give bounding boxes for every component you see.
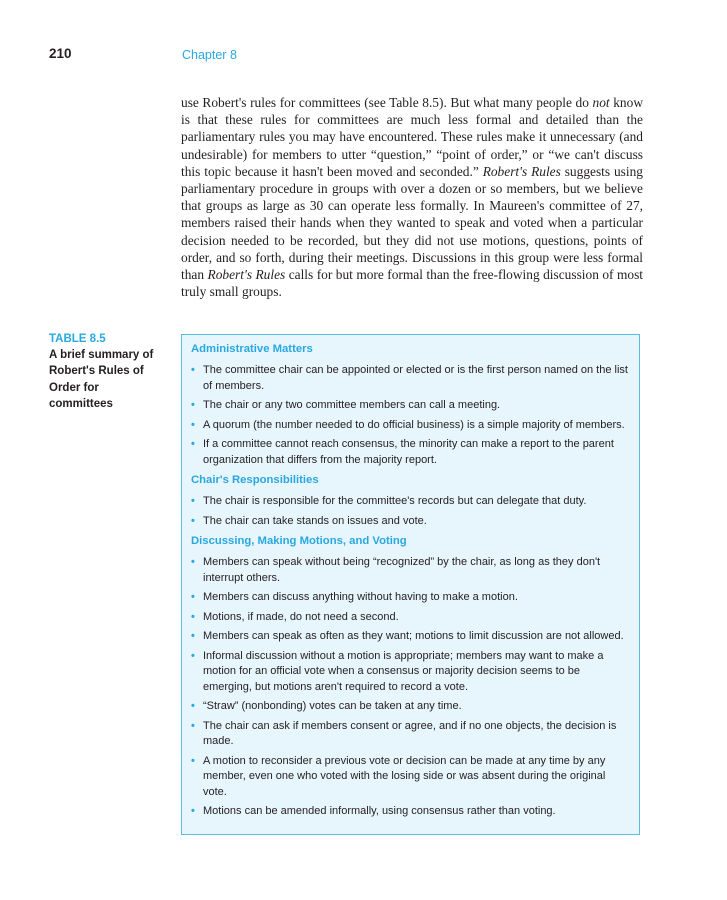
bullet-icon: •	[191, 700, 195, 712]
list-item-text: The committee chair can be appointed or elected or is the first person named on the list of members.	[203, 364, 628, 392]
section-heading: Administrative Matters	[191, 343, 313, 355]
list-item-text: If a committee cannot reach consensus, the minority can make a report to the parent organization that differs from the majority report.	[203, 438, 614, 466]
bullet-list	[191, 363, 631, 468]
page-number: 210	[49, 46, 72, 61]
list-item-text: The chair can ask if members consent or agree, and if no one objects, the decision is made.	[203, 719, 617, 747]
list-item-text: The chair or any two committee members can call a meeting.	[203, 399, 501, 411]
list-item	[191, 699, 631, 715]
list-item	[191, 514, 631, 530]
bullet-list	[191, 555, 631, 820]
bullet-icon: •	[191, 591, 195, 603]
list-item-text: Members can speak as often as they want; motions to limit discussion are not allowed.	[203, 630, 624, 642]
table-number: TABLE 8.5	[49, 333, 106, 345]
list-item	[191, 754, 631, 801]
table-title: A brief summary of Robert's Rules of Order for committees	[49, 349, 154, 410]
bullet-list	[191, 494, 631, 529]
table-section	[191, 343, 631, 468]
summary-table	[181, 334, 640, 835]
body-text-part2: know is that these rules for committees are much less formal and detailed than the parliamentary rules you may have encountered. These rules make it unnecessary (and undesirable) for members to utter “question,” “point of order,” or “we can't discuss this topic because it hasn't been moved and seconded.”	[181, 95, 643, 179]
list-item	[191, 494, 631, 510]
list-item-text: Informal discussion without a motion is appropriate; members may want to make a motion for an official vote when a consensus or majority decision seems to be emerging, but motions aren't required to record a vote.	[203, 649, 604, 693]
body-text-roberts-rules-title: Robert's Rules	[482, 163, 561, 179]
list-item	[191, 418, 631, 434]
list-item-text: “Straw” (nonbonding) votes can be taken at any time.	[203, 700, 462, 712]
bullet-icon: •	[191, 514, 195, 527]
body-text-part1: use Robert's rules for committees (see Table 8.5). But what many people do	[181, 95, 593, 110]
chapter-label: Chapter 8	[182, 48, 237, 62]
bullet-icon: •	[191, 438, 195, 450]
body-paragraph	[181, 94, 643, 300]
list-item	[191, 629, 631, 645]
body-text-part3: suggests using parliamentary procedure in groups with over a dozen or so members, but we believe that groups as large as 30 can operate less formally. In Maureen's committee of 27, members raised their hands when they wanted to speak and voted when a particular decision needed to be recorded, but they did not use motions, questions, points of order, and so forth, during their meetings. Discussions in this group were less formal than	[181, 163, 643, 283]
table-section	[191, 535, 631, 820]
list-item	[191, 719, 631, 750]
list-item-text: The chair can take stands on issues and vote.	[203, 514, 427, 527]
list-item-text: Members can speak without being “recognized” by the chair, as long as they don't interrupt others.	[203, 556, 601, 584]
bullet-icon: •	[191, 649, 195, 662]
bullet-icon: •	[191, 556, 195, 568]
list-item	[191, 363, 631, 394]
bullet-icon: •	[191, 805, 195, 817]
bullet-icon: •	[191, 495, 195, 507]
list-item	[191, 555, 631, 586]
list-item	[191, 649, 631, 696]
list-item-text: Motions can be amended informally, using consensus rather than voting.	[203, 805, 556, 817]
bullet-icon: •	[191, 418, 195, 431]
table-caption	[49, 333, 159, 412]
list-item-text: Motions, if made, do not need a second.	[203, 610, 399, 623]
list-item	[191, 610, 631, 626]
list-item-text: Members can discuss anything without having to make a motion.	[203, 591, 518, 603]
list-item-text: The chair is responsible for the committee's records but can delegate that duty.	[203, 495, 587, 507]
section-heading: Chair's Responsibilities	[191, 474, 319, 486]
bullet-icon: •	[191, 754, 195, 767]
list-item	[191, 590, 631, 606]
list-item	[191, 398, 631, 414]
list-item-text: A quorum (the number needed to do official business) is a simple majority of members.	[203, 418, 625, 431]
bullet-icon: •	[191, 719, 195, 732]
bullet-icon: •	[191, 610, 195, 623]
bullet-icon: •	[191, 630, 195, 642]
bullet-icon: •	[191, 364, 195, 376]
list-item-text: A motion to reconsider a previous vote or decision can be made at any time by any member, even one who voted with the losing side or was absent during the original vote.	[203, 754, 606, 798]
list-item	[191, 804, 631, 820]
section-heading: Discussing, Making Motions, and Voting	[191, 535, 407, 547]
body-text-part4: calls for but more formal than the free-flowing discussion of most truly small groups.	[181, 267, 644, 300]
list-item	[191, 437, 631, 468]
body-text-emphasis-not: not	[592, 95, 610, 110]
body-text-roberts-rules-title: Robert's Rules	[207, 267, 286, 283]
bullet-icon: •	[191, 399, 195, 411]
table-section	[191, 474, 631, 529]
